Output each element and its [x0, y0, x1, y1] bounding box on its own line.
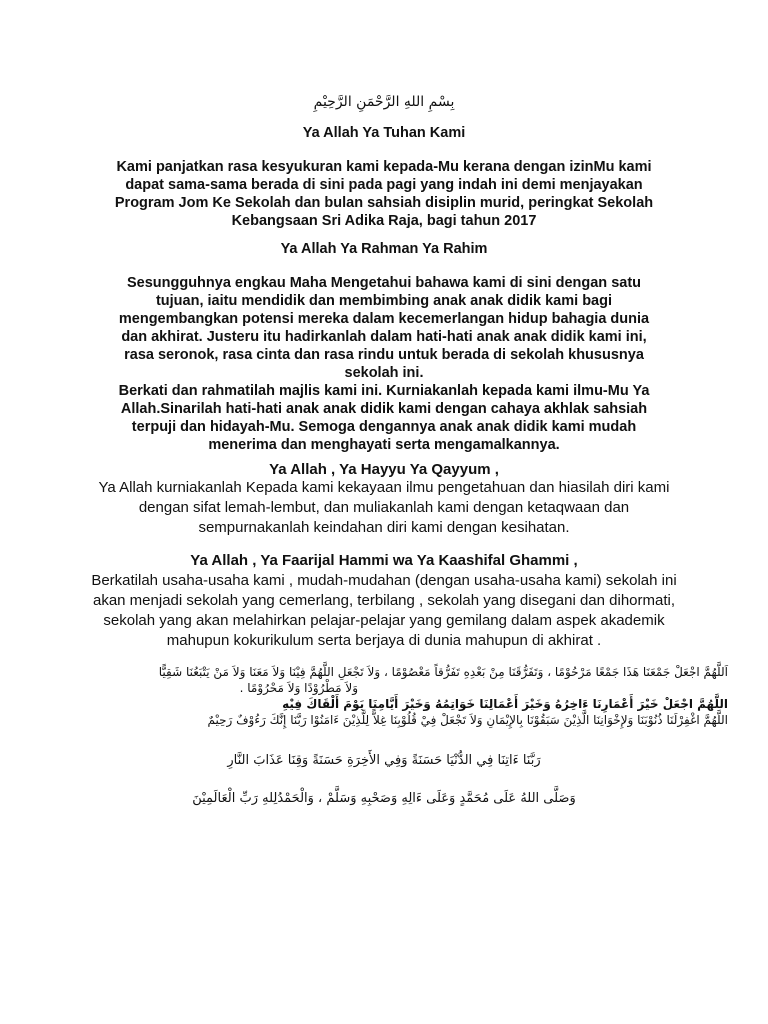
paragraph-line: tujuan, iaitu mendidik dan membimbing anak anak didik kami bagi [155, 293, 613, 309]
paragraph-line: sekolah yang akan melahirkan pelajar-pelajar yang gemilang dalam aspek akademik [103, 612, 665, 629]
arabic-dua [40, 664, 728, 728]
paragraph-line: rasa seronok, rasa cinta dan rasa rindu untuk berada di sekolah khususnya [124, 347, 644, 363]
paragraph-line: Berkati dan rahmatilah majlis kami ini. Kurniakanlah kepada kami ilmu-Mu Ya [118, 383, 650, 399]
paragraph-kesyukuran [60, 158, 708, 230]
arabic-dua-line: اَللَّهُمَّ اجْعَلْ جَمْعَنَا هَذَا جَمْعًا مَرْحُوْمًا ، وَتَفَرُّقَنَا مِنْ بَعْدِهِ تَفَرُّقاً مَعْصُوْمًا ، وَلاَ تَجْعَلِ اللَّهُمَّ فِيْنَا وَلاَ مَعَنَا وَلاَ مَنْ يَتْبَعُنَا شَقِيًّا [158, 665, 728, 679]
paragraph-line: dapat sama-sama berada di sini pada pagi yang indah ini demi menjayakan [125, 177, 643, 193]
paragraph-line: Kebangsaan Sri Adika Raja, bagi tahun 2017 [231, 213, 537, 229]
heading-ya-allah-ya-tuhan-kami: Ya Allah Ya Tuhan Kami [302, 125, 466, 141]
paragraph-line: dengan sifat lemah-lembut, dan muliakanlah kami dengan ketaqwaan dan [138, 499, 630, 516]
basmalah: بِسْمِ اللهِ الرَّحْمَنِ الرَّحِيْمِ [313, 94, 455, 110]
paragraph-line: Kami panjatkan rasa kesyukuran kami kepada-Mu kerana dengan izinMu kami [116, 159, 652, 175]
paragraph-line: Allah.Sinarilah hati-hati anak anak didik kami dengan cahaya akhlak sahsiah [120, 401, 648, 417]
arabic-rabbana: رَبَّنَا ءَاتِنَا فِي الدُّنْيَا حَسَنَةً وَفِي الأَخِرَةِ حَسَنَةً وَقِنَا عَذَابَ النَّارِ [227, 753, 541, 768]
heading-ya-faarijal-hammi: Ya Allah , Ya Faarijal Hammi wa Ya Kaashifal Ghammi , [190, 552, 578, 569]
paragraph-line: Ya Allah kurniakanlah Kepada kami kekayaan ilmu pengetahuan dan hiasilah diri kami [98, 479, 670, 496]
paragraph-line: akan menjadi sekolah yang cemerlang, terbilang , sekolah yang disegani dan dihormati, [92, 592, 676, 609]
paragraph-line: sempurnakanlah keindahan diri kami dengan kesihatan. [198, 519, 570, 536]
paragraph-line: mengembangkan potensi mereka dalam kecemerlangan hidup bahagia dunia [118, 311, 650, 327]
paragraph-ilmu [60, 478, 708, 538]
paragraph-line: menerima dan menghayati serta mengamalkannya. [208, 437, 560, 453]
arabic-dua-line: وَلاَ مَطْرُوْدًا وَلاَ مَحْرُوْمًا . [239, 681, 358, 695]
paragraph-line: dan akhirat. Justeru itu hadirkanlah dalam hati-hati anak anak didik kami ini, [121, 329, 647, 345]
heading-ya-rahman-ya-rahim: Ya Allah Ya Rahman Ya Rahim [280, 241, 488, 257]
arabic-salawat: وَصَلَّى اللهُ عَلَى مُحَمَّدٍ وَعَلَى ءَالِهِ وَصَحْبِهِ وَسَلَّمْ ، وَالْحَمْدُلِلهِ رَبِّ الْعَالَمِيْنَ [192, 791, 576, 806]
heading-ya-hayyu-ya-qayyum: Ya Allah , Ya Hayyu Ya Qayyum , [269, 461, 499, 478]
arabic-dua-line: اللَّهُمَّ اغْفِرْلَنَا ذُنُوْبَنَا وَلإِخْوَانِنَا الَّذِيْنَ سَبَقُوْنَا بِالإِيْمَانِ وَلاَ تَجْعَلْ فِيْ قُلُوْبِنَا غِلاًّ لِلَّذِيْنَ ءَامَنُوْا رَبَّنَا إِنَّكَ رَءُوْفٌ رَحِيْمٌ [207, 713, 728, 727]
paragraph-line: Sesungguhnya engkau Maha Mengetahui bahawa kami di sini dengan satu [126, 275, 642, 291]
paragraph-berkatilah [60, 571, 708, 651]
paragraph-line: Berkatilah usaha-usaha kami , mudah-mudahan (dengan usaha-usaha kami) sekolah ini [91, 572, 677, 589]
paragraph-tujuan [60, 274, 708, 454]
paragraph-line: sekolah ini. [344, 365, 424, 381]
arabic-dua-line: اللَّهُمَّ اجْعَلْ خَيْرَ أَعْمَارِنَا ءَاخِرُهُ وَخَيْرَ أَعْمَالِنَا خَوَاتِمُهُ وَخَيْرَ أَيَّامِنَا يَوْمَ أَلْقَاكَ فِيْهِ [282, 697, 728, 711]
paragraph-line: Program Jom Ke Sekolah dan bulan sahsiah disiplin murid, peringkat Sekolah [114, 195, 654, 211]
paragraph-line: mahupun kokurikulum serta berjaya di dunia mahupun di akhirat . [166, 632, 602, 649]
paragraph-line: terpuji dan hidayah-Mu. Semoga dengannya anak anak didik kami mudah [131, 419, 637, 435]
